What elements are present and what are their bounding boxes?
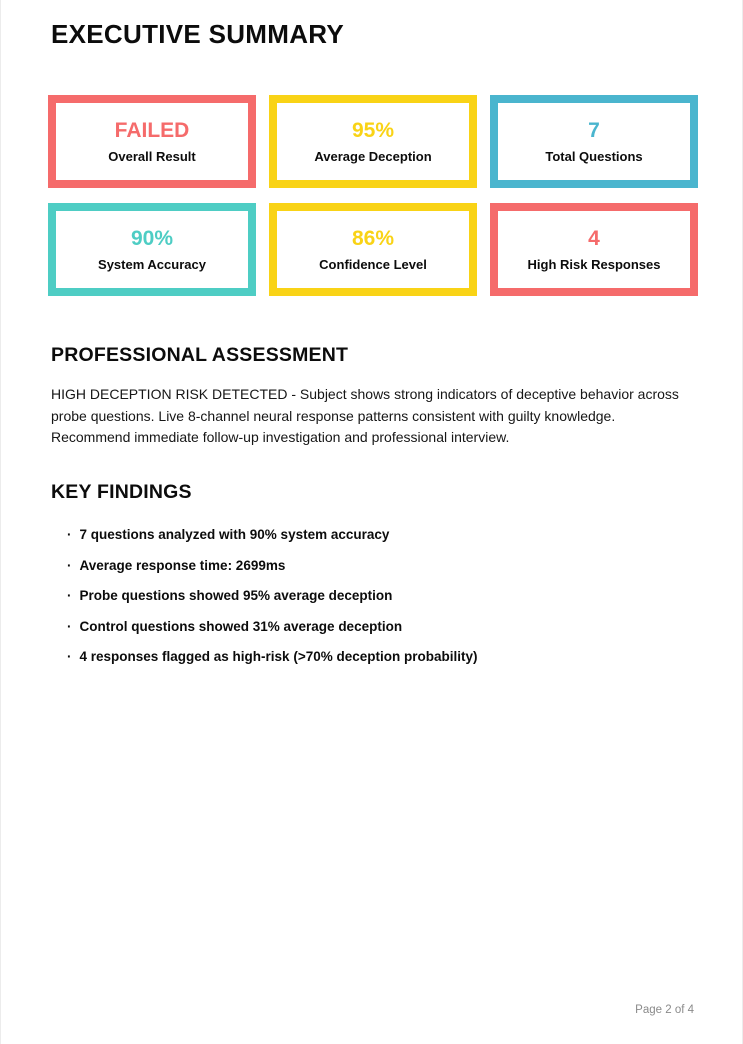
list-item	[51, 527, 696, 542]
key-findings-list	[51, 527, 696, 664]
finding-text: 4 responses flagged as high-risk (>70% deception probability)	[79, 649, 478, 664]
finding-text: Average response time: 2699ms	[79, 557, 286, 573]
section-professional-assessment	[51, 344, 696, 449]
bullet-icon: ·	[67, 527, 72, 542]
stat-label: Confidence Level	[319, 257, 427, 272]
section-heading: PROFESSIONAL ASSESSMENT	[51, 344, 349, 366]
stat-value: FAILED	[114, 119, 190, 142]
stat-card-average-deception	[269, 95, 477, 188]
stat-value: 95%	[351, 119, 395, 142]
assessment-body-text: HIGH DECEPTION RISK DETECTED - Subject shows strong indicators of deceptive behavior across probe questions. Live 8-channel neural response patterns consistent with guilty knowledge. Recommend immediate follow-up investigation and professional interview.	[51, 386, 679, 445]
stat-label: High Risk Responses	[527, 257, 661, 272]
stat-card-high-risk-responses	[490, 203, 698, 296]
finding-text: 7 questions analyzed with 90% system accuracy	[79, 527, 390, 542]
finding-text: Control questions showed 31% average deception	[79, 618, 403, 634]
section-key-findings	[51, 481, 696, 680]
stat-value: 4	[588, 227, 600, 250]
stat-card-confidence-level	[269, 203, 477, 296]
list-item	[51, 649, 696, 664]
stat-value: 90%	[130, 227, 174, 250]
stat-label: Average Deception	[314, 149, 432, 164]
bullet-icon: ·	[67, 557, 72, 573]
stat-value: 7	[588, 119, 600, 142]
bullet-icon: ·	[67, 649, 72, 664]
bullet-icon: ·	[67, 618, 72, 634]
stat-card-grid	[48, 95, 698, 296]
page-title: EXECUTIVE SUMMARY	[51, 19, 345, 49]
stat-card-overall-result	[48, 95, 256, 188]
stat-label: Overall Result	[108, 149, 196, 164]
page-number: Page 2 of 4	[635, 1004, 694, 1016]
list-item	[51, 619, 696, 634]
stat-card-system-accuracy	[48, 203, 256, 296]
stat-value: 86%	[351, 227, 395, 250]
list-item	[51, 588, 696, 603]
list-item	[51, 558, 696, 573]
section-heading: KEY FINDINGS	[51, 481, 192, 503]
stat-label: Total Questions	[545, 149, 643, 164]
stat-label: System Accuracy	[98, 257, 206, 272]
finding-text: Probe questions showed 95% average deception	[79, 588, 393, 603]
stat-card-total-questions	[490, 95, 698, 188]
bullet-icon: ·	[67, 588, 72, 603]
